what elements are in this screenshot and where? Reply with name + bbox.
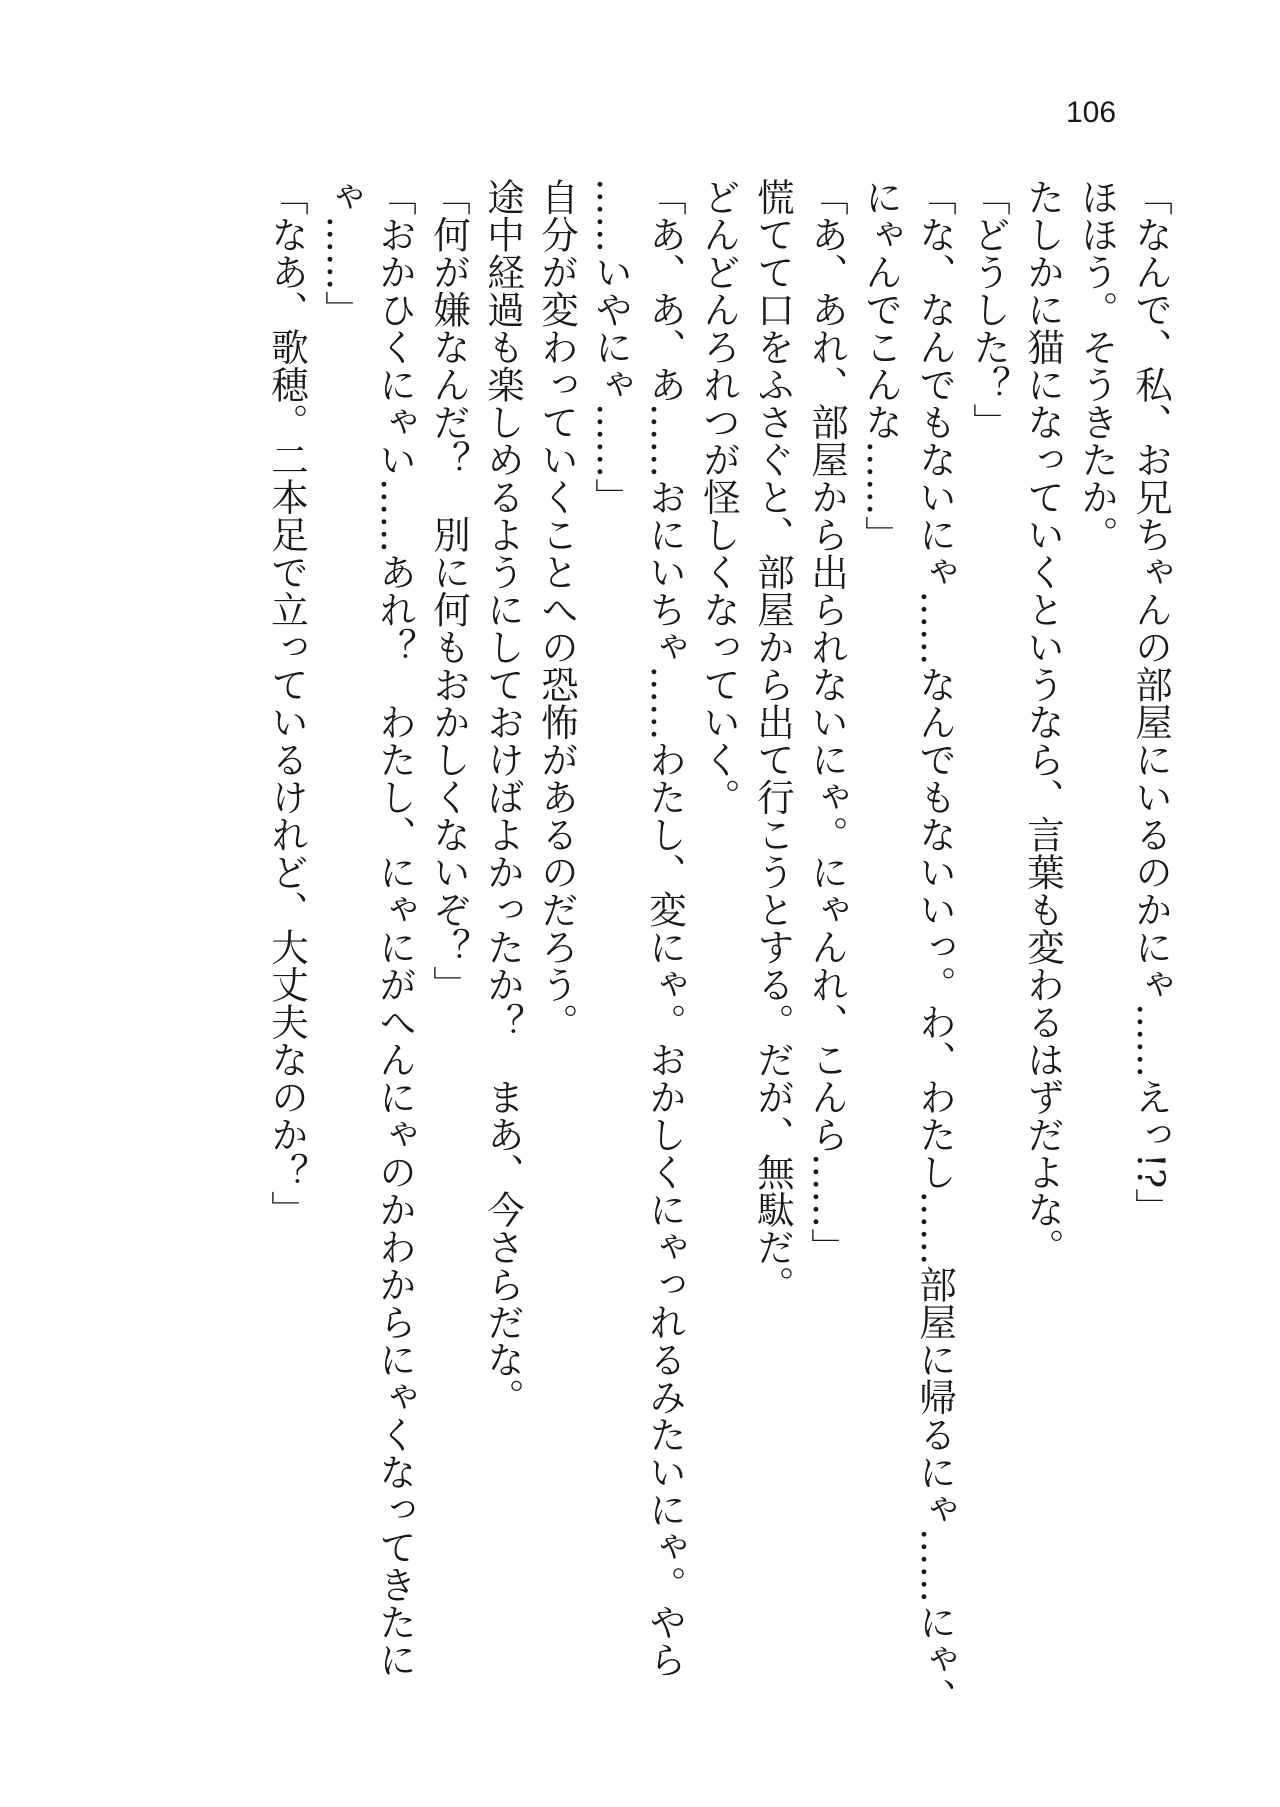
- text-line: 「あ、あれ、部屋から出られないにゃ。にゃんれ、こんら……」: [805, 178, 849, 1266]
- text-line: 「おかひくにゃい……あれ？ わたし、にゃにがへんにゃのかわからにゃくなってきたに: [373, 178, 417, 1678]
- text-line: にゃんでこんな……」: [859, 178, 903, 553]
- text-line: どんどんろれつが怪しくなっていく。: [697, 178, 741, 816]
- text-line: ……いやにゃ……」: [589, 178, 633, 516]
- text-line: 自分が変わっていくことへの恐怖があるのだろう。: [535, 178, 579, 1041]
- text-line: 「あ、あ、あ……おにいちゃ……わたし、変にゃ。おかしくにゃっれるみたいにゃ。やら: [643, 178, 687, 1678]
- text-line: 途中経過も楽しめるようにしておけばよかったか？ まあ、今さらだな。: [481, 178, 525, 1416]
- text-line: 「な、なんでもないにゃ……なんでもないいっ。わ、わたし……部屋に帰るにゃ……にゃ、: [913, 178, 957, 1716]
- text-line: 慌てて口をふさぐと、部屋から出て行こうとする。だが、無駄だ。: [751, 178, 795, 1303]
- text-line: ゃ……」: [319, 178, 363, 328]
- vertical-text-body: [260, 178, 1178, 1738]
- text-line: 「どうした？」: [967, 178, 1011, 441]
- text-line: たしかに猫になっていくというなら、言葉も変わるはずだよな。: [1021, 178, 1065, 1266]
- page-number: 106: [1066, 96, 1117, 129]
- text-line: ほほう。そうきたか。: [1075, 178, 1119, 553]
- text-line: 「なんで、私、お兄ちゃんの部屋にいるのかにゃ……えっ!?」: [1129, 178, 1173, 1226]
- text-line: 「何が嫌なんだ？ 別に何もおかしくないぞ？」: [427, 178, 471, 1003]
- text-line: 「なあ、歌穂。二本足で立っているけれど、大丈夫なのか？」: [265, 178, 309, 1228]
